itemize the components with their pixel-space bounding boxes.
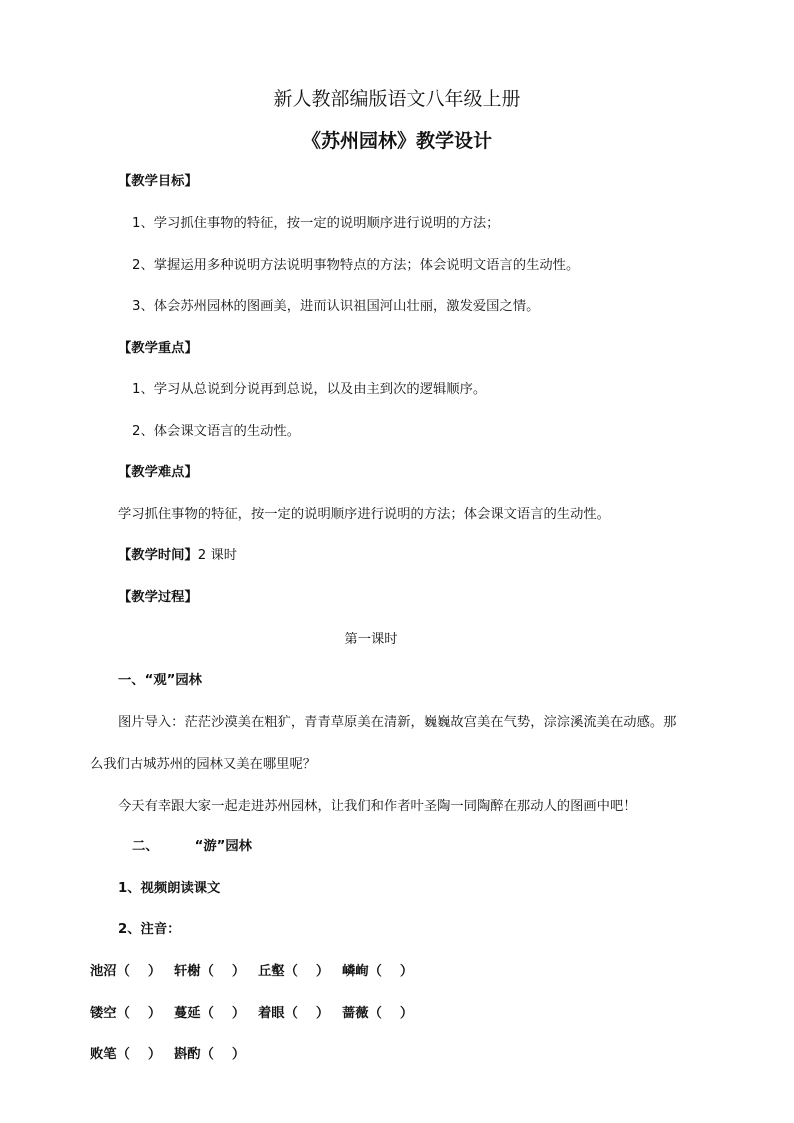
- step-2: 2、注音：: [118, 922, 181, 937]
- time-line: [118, 546, 237, 566]
- lesson-label: 第一课时: [344, 632, 398, 647]
- time-heading: 【教学时间】: [118, 548, 198, 563]
- pinyin-item: 嶙峋（ ）: [342, 964, 414, 979]
- objective-item: 1、学习抓住事物的特征，按一定的说明顺序进行说明的方法；: [132, 216, 500, 231]
- section2-heading-number: 二、: [132, 839, 159, 854]
- pinyin-row: [90, 1004, 426, 1024]
- key-point-item: 1、学习从总说到分说再到总说，以及由主到次的逻辑顺序。: [132, 382, 487, 397]
- objective-item: 2、掌握运用多种说明方法说明事物特点的方法；体会说明文语言的生动性。: [132, 258, 580, 273]
- key-points-heading: 【教学重点】: [118, 341, 198, 356]
- pinyin-item: 败笔（ ）: [90, 1047, 162, 1062]
- pinyin-item: 镂空（ ）: [90, 1006, 162, 1021]
- objective-item: 3、体会苏州园林的图画美，进而认识祖国河山壮丽，激发爱国之情。: [132, 299, 540, 314]
- pinyin-item: 着眼（ ）: [258, 1006, 330, 1021]
- intro-paragraph-line: 么我们古城苏州的园林又美在哪里呢？: [90, 757, 317, 772]
- pinyin-item: 丘壑（ ）: [258, 964, 330, 979]
- key-point-item: 2、体会课文语言的生动性。: [132, 424, 301, 439]
- section1-heading: 一、“观”园林: [118, 673, 202, 688]
- difficulty-text: 学习抓住事物的特征，按一定的说明顺序进行说明的方法；体会课文语言的生动性。: [118, 507, 610, 522]
- intro-paragraph-line: 今天有幸跟大家一起走进苏州园林，让我们和作者叶圣陶一同陶醉在那动人的图画中吧！: [118, 799, 637, 814]
- pinyin-item: 蔷薇（ ）: [342, 1006, 414, 1021]
- pinyin-row: [90, 1045, 258, 1065]
- section2-heading: [132, 837, 252, 857]
- pinyin-item: 轩榭（ ）: [174, 964, 246, 979]
- pinyin-item: 蔓延（ ）: [174, 1006, 246, 1021]
- pinyin-item: 池沼（ ）: [90, 964, 162, 979]
- objectives-heading: 【教学目标】: [118, 174, 198, 189]
- process-heading: 【教学过程】: [118, 590, 198, 605]
- time-value: 2 课时: [197, 548, 238, 563]
- document-subtitle: 《苏州园林》教学设计: [301, 130, 492, 152]
- difficulty-heading: 【教学难点】: [118, 465, 198, 480]
- intro-paragraph-line: 图片导入：茫茫沙漠美在粗犷，青青草原美在清新，巍巍故宫美在气势，淙淙溪流美在动感。那: [118, 715, 677, 730]
- pinyin-item: 斟酌（ ）: [174, 1047, 246, 1062]
- pinyin-row: [90, 962, 426, 982]
- step-1: 1、视频朗读课文: [118, 881, 221, 896]
- document-title: 新人教部编版语文八年级上册: [273, 88, 521, 110]
- section2-heading-text: “游”园林: [194, 839, 252, 854]
